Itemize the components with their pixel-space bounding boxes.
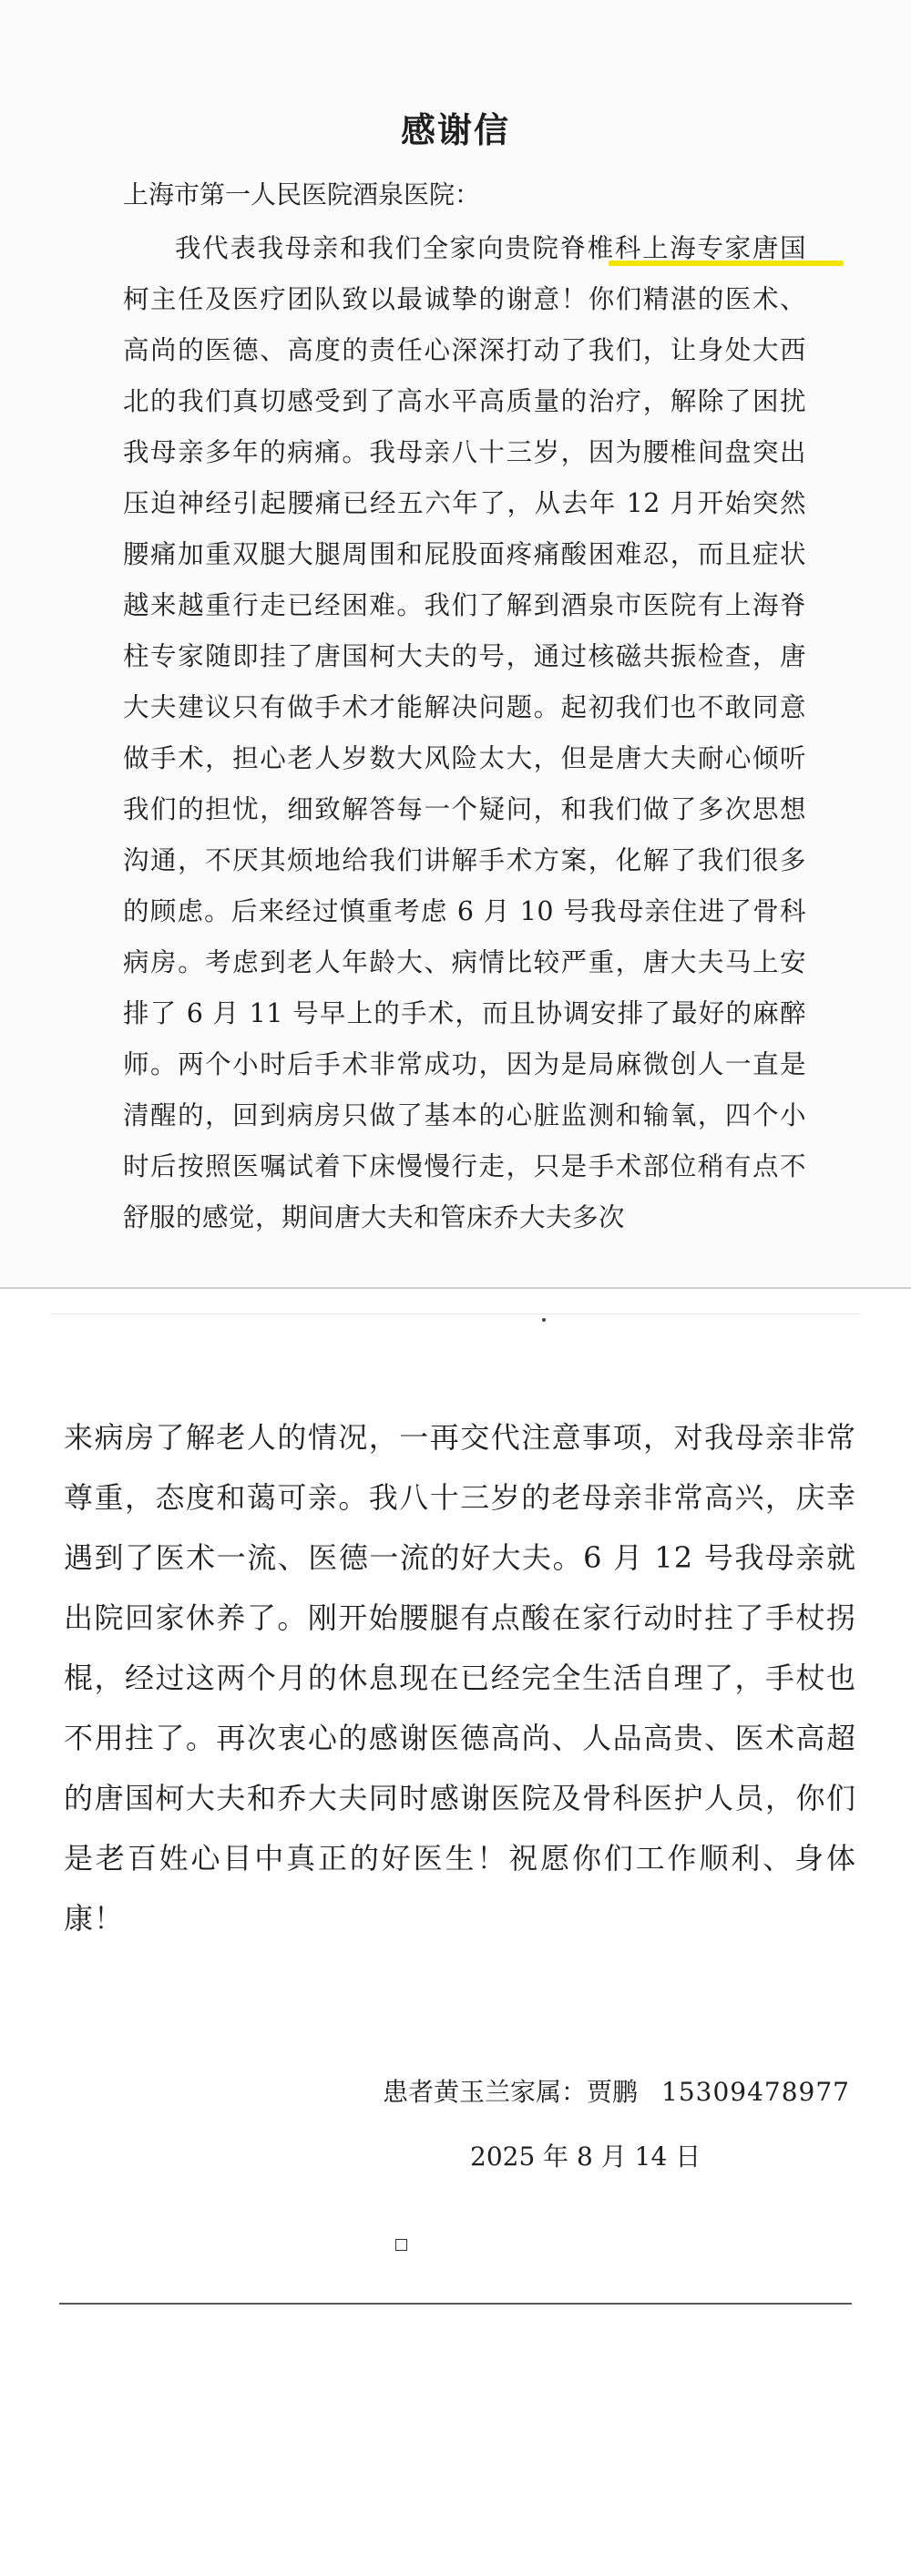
bottom-divider [59, 2303, 852, 2305]
small-box-mark [395, 2239, 407, 2251]
signature-label: 患者黄玉兰家属：贾鹏 [383, 2077, 639, 2107]
letter-date: 2025 年 8 月 14 日 [470, 2142, 701, 2172]
letter-body-part-1: 我代表我母亲和我们全家向贵院脊椎科上海专家唐国柯主任及医疗团队致以最诚挚的谢意！你们精湛的医术、高尚的医德、高度的责任心深深打动了我们，让身处大西北的我们真切感受到了高水平高质量的治疗，解除了困扰我母亲多年的病痛。我母亲八十三岁，因为腰椎间盘突出压迫神经引起腰痛已经五六年了，从去年 12 月开始突然腰痛加重双腿大腿周围和屁股面疼痛酸困难忍，而且症状越来越重行走已经困难。我们了解到酒泉市医院有上海脊柱专家随即挂了唐国柯大夫的号，通过核磁共振检查，唐大夫建议只有做手术才能解决问题。起初我们也不敢同意做手术，担心老人岁数大风险太大，但是唐大夫耐心倾听我们的担忧，细致解答每一个疑问，和我们做了多次思想沟通，不厌其烦地给我们讲解手术方案，化解了我们很多的顾虑。后来经过慎重考虑 6 月 10 号我母亲住进了骨科病房。考虑到老人年龄大、病情比较严重，唐大夫马上安排了 6 月 11 号早上的手术，而且协调安排了最好的麻醉师。两个小时后手术非常成功，因为是局麻微创人一直是清醒的，回到病房只做了基本的心脏监测和输氧，四个小时后按照医嘱试着下床慢慢行走，只是手术部位稍有点不舒服的感觉，期间唐大夫和管床乔大夫多次 [123, 233, 806, 1232]
signature-phone: 15309478977 [661, 2077, 850, 2107]
scan-speck [542, 1318, 546, 1322]
letter-salutation: 上海市第一人民医院酒泉医院： [123, 179, 481, 210]
letter-title: 感谢信 [400, 110, 510, 150]
letter-body-part-2: 来病房了解老人的情况，一再交代注意事项，对我母亲非常尊重，态度和蔼可亲。我八十三岁的老母亲非常高兴，庆幸遇到了医术一流、医德一流的好大夫。6 月 12 号我母亲就出院回家休养了。刚开始腰腿有点酸在家行动时拄了手杖拐棍，经过这两个月的休息现在已经完全生活自理了，手杖也不用拄了。再次衷心的感谢医德高尚、人品高贵、医术高超的唐国柯大夫和乔大夫同时感谢医院及骨科医护人员，你们是老百姓心目中真正的好医生！祝愿你们工作顺利、身体康！ [64, 1420, 856, 1936]
letter-signature [383, 2072, 850, 2109]
